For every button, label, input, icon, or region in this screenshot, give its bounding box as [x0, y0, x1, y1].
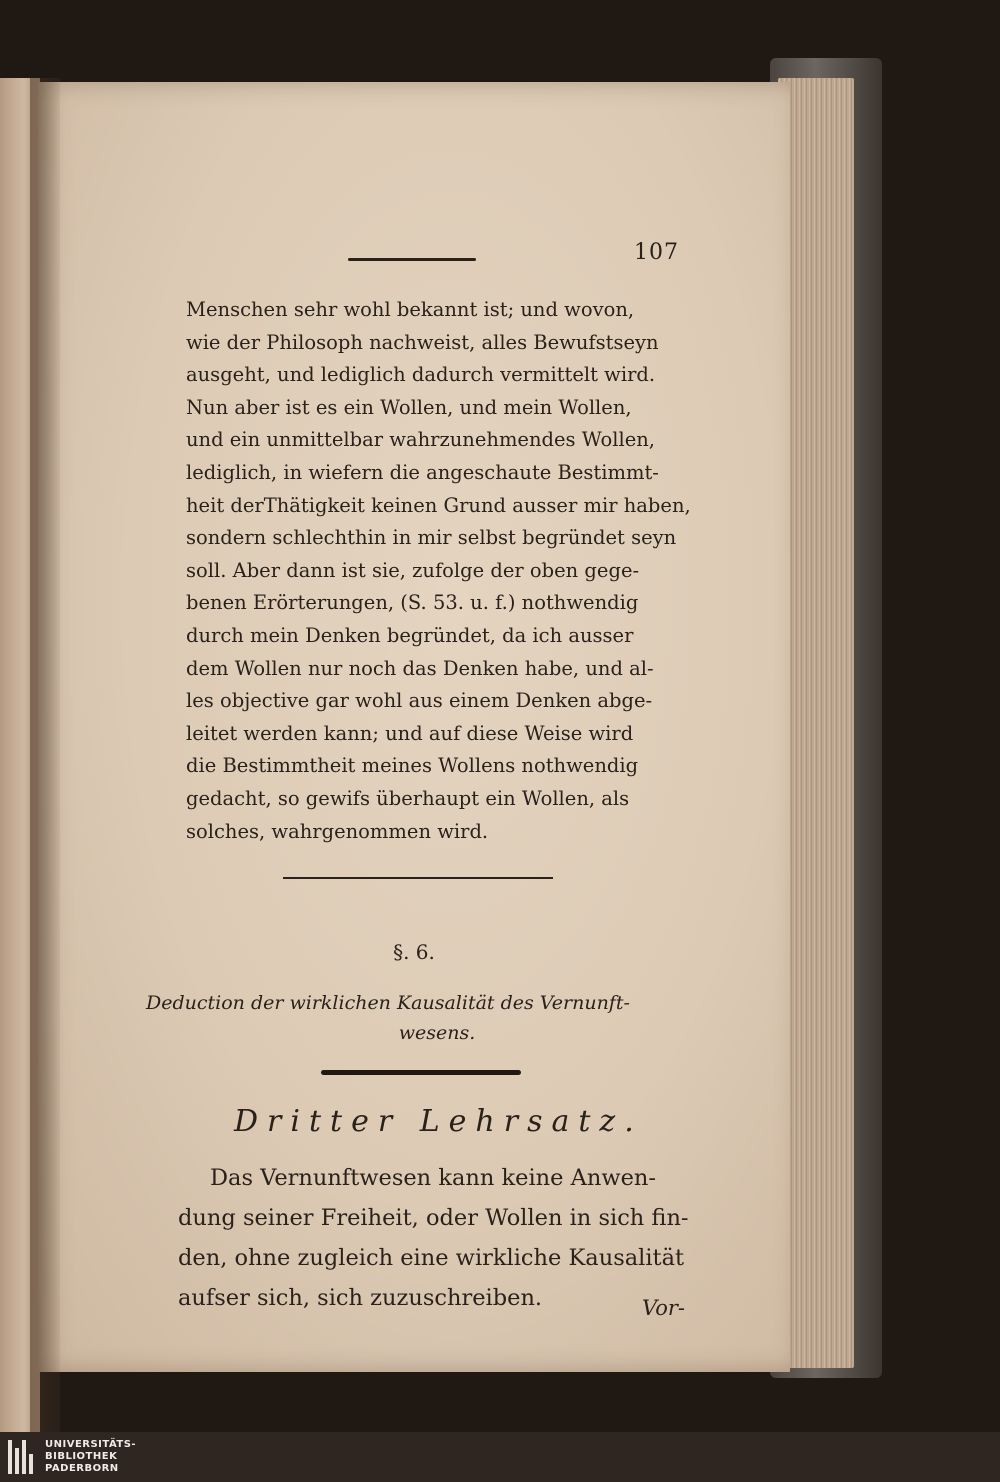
theorem-text [178, 1158, 708, 1318]
text-line: ausgeht, und lediglich dadurch vermittelt wird. [186, 363, 656, 387]
text-line: dem Wollen nur noch das Denken habe, und al- [186, 656, 654, 680]
section-divider-rule [283, 877, 553, 879]
text-line: solches, wahrgenommen wird. [186, 819, 489, 843]
text-line: wie der Philosoph nachweist, alles Bewufstseyn [186, 330, 659, 354]
text-line: Nun aber ist es ein Wollen, und mein Wollen, [186, 395, 632, 419]
text-line: Menschen sehr wohl bekannt ist; und wovon, [186, 298, 635, 321]
text-line: soll. Aber dann ist sie, zufolge der oben gege- [186, 558, 640, 582]
library-name [45, 1439, 136, 1475]
library-logo-icon [8, 1440, 33, 1474]
page-number: 107 [634, 240, 679, 265]
library-name-line: UNIVERSITÄTS- [45, 1439, 137, 1450]
text-line: les objective gar wohl aus einem Denken abge- [186, 689, 653, 713]
theorem-heading: Dritter Lehrsatz. [234, 1104, 643, 1139]
text-line: sondern schlechthin in mir selbst begründet seyn [186, 526, 677, 550]
library-name-line: BIBLIOTHEK [45, 1451, 118, 1462]
library-name-line: PADERBORN [45, 1463, 119, 1474]
text-line: lediglich, in wiefern die angeschaute Bestimmt- [186, 460, 659, 484]
section-title [146, 988, 698, 1048]
text-line: durch mein Denken begründet, da ich ausser [186, 623, 634, 647]
text-line: gedacht, so gewifs überhaupt ein Wollen, als [186, 786, 630, 810]
section-title-line: Deduction der wirklichen Kausalität des Vernunft- [146, 992, 630, 1014]
text-line: und ein unmittelbar wahrzunehmendes Wollen, [186, 428, 655, 452]
section-title-line: wesens. [398, 1022, 476, 1044]
text-line: benen Erörterungen, (S. 53. u. f.) nothwendig [186, 591, 639, 615]
section-number: §. 6. [393, 940, 435, 964]
theorem-line: aufser sich, sich zuzuschreiben. [178, 1285, 543, 1311]
text-line: die Bestimmtheit meines Wollens nothwendig [186, 754, 639, 778]
page-gutter-shadow [30, 78, 60, 1432]
header-rule [348, 258, 476, 261]
theorem-line: den, ohne zugleich eine wirkliche Kausalität [178, 1245, 685, 1271]
text-line: heit derThätigkeit keinen Grund ausser mir haben, [186, 493, 691, 517]
heading-rule [321, 1070, 521, 1075]
theorem-line: Das Vernunftwesen kann keine Anwen- [210, 1165, 657, 1191]
theorem-line: dung seiner Freiheit, oder Wollen in sich fin- [178, 1205, 689, 1231]
book-page [38, 82, 790, 1372]
body-text [186, 294, 696, 848]
library-footer [0, 1432, 1000, 1482]
catchword: Vor- [642, 1296, 686, 1320]
text-line: leitet werden kann; und auf diese Weise wird [186, 721, 634, 745]
